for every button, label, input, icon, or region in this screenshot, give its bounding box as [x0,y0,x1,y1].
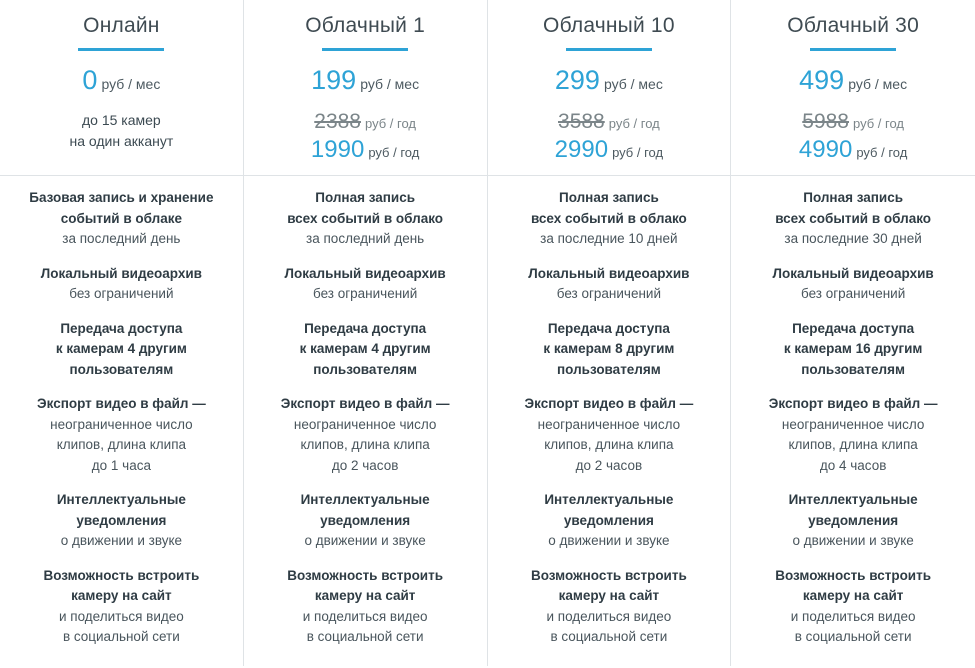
feature-item [252,319,479,381]
feature-line: Интеллектуальные [300,492,430,508]
yearly-price-new-unit: руб / год [856,145,908,160]
yearly-price-new-unit: руб / год [612,145,664,160]
feature-line: неограниченное число [537,416,681,432]
feature-item [496,188,723,250]
title-underline [78,48,164,51]
title-underline [566,48,652,51]
yearly-price-old [498,110,721,134]
plan-title: Облачный 30 [787,14,919,37]
feature-line: клипов, длина клипа [300,437,430,453]
feature-line: и поделиться видео [302,608,428,624]
pricing-plan-column [488,0,732,666]
feature-line: клипов, длина клипа [544,437,674,453]
feature-line: клипов, длина клипа [788,437,918,453]
feature-line: камеру на сайт [71,588,172,604]
feature-line: в социальной сети [794,629,912,645]
feature-line: Локальный видеоархив [40,265,202,281]
feature-line: Полная запись [803,190,904,205]
feature-line: Интеллектуальные [544,492,674,508]
pricing-plan-column [0,0,244,666]
plan-title: Онлайн [83,14,160,37]
feature-line: без ограничений [556,286,661,302]
feature-line: о движении и звуке [792,533,914,549]
yearly-price-old-amount: 2388 [314,110,361,133]
monthly-price [498,65,721,96]
feature-item [496,264,723,305]
plan-note-line: до 15 камер [82,112,161,128]
feature-line: неограниченное число [781,416,925,432]
feature-line: Возможность встроить [43,567,200,583]
feature-line: за последние 30 дней [784,231,922,247]
pricing-plan-column [244,0,488,666]
feature-line: пользователям [557,361,661,377]
plan-note-line: на один акканут [69,133,174,149]
feature-line: без ограничений [800,286,906,302]
feature-item [739,566,967,648]
yearly-price-new-amount: 1990 [310,136,365,163]
monthly-price [10,65,233,96]
feature-line: уведомления [808,512,899,528]
feature-line: о движении и звуке [60,533,183,549]
yearly-price-new [741,136,965,164]
title-underline [810,48,896,51]
monthly-price-amount: 199 [311,65,357,95]
feature-line: и поделиться видео [790,608,916,624]
yearly-price-new-amount: 2990 [554,136,609,163]
plan-header [0,0,243,176]
feature-line: к камерам 16 другим [783,341,923,357]
feature-item [252,394,479,476]
feature-line: к камерам 4 другим [299,341,431,357]
feature-line: Базовая запись и хранение [29,190,214,205]
feature-line: событий в облаке [60,210,182,226]
feature-list [244,176,487,668]
feature-line: до 1 часа [91,457,151,473]
title-underline [322,48,408,51]
feature-line: камеру на сайт [558,588,660,604]
feature-line: до 2 часов [575,457,643,473]
feature-item [252,490,479,552]
feature-line: Локальный видеоархив [772,265,934,281]
feature-line: уведомления [76,512,167,528]
feature-line: уведомления [320,512,411,528]
feature-item [8,188,235,250]
feature-line: Передача доступа [304,320,427,336]
feature-item [496,566,723,648]
feature-item [252,188,479,250]
monthly-price-unit: руб / мес [848,76,908,92]
feature-line: до 2 часов [331,457,399,473]
feature-line: в социальной сети [62,629,180,645]
feature-list [488,176,731,668]
feature-line: до 4 часов [819,457,887,473]
feature-line: к камерам 4 другим [55,341,187,357]
feature-line: Локальный видеоархив [528,265,690,281]
feature-line: за последний день [306,231,425,247]
monthly-price-amount: 0 [82,65,98,95]
feature-line: Экспорт видео в файл — [524,396,694,412]
feature-item [252,264,479,305]
feature-line: и поделиться видео [546,608,672,624]
feature-list [731,176,975,668]
feature-line: о движении и звуке [548,533,670,549]
feature-line: уведомления [563,512,654,528]
feature-line: Интеллектуальные [56,492,186,508]
feature-item [739,264,967,305]
feature-item [739,490,967,552]
yearly-price-new [254,136,477,164]
feature-line: Возможность встроить [775,567,932,583]
feature-line: камеру на сайт [802,588,904,604]
pricing-plan-column [731,0,975,666]
feature-line: Передача доступа [547,320,670,336]
feature-line: пользователям [801,361,905,377]
feature-line: Локальный видеоархив [284,265,446,281]
feature-item [252,566,479,648]
yearly-price-new-unit: руб / год [368,145,420,160]
feature-line: неограниченное число [293,416,437,432]
monthly-price-unit: руб / мес [603,76,663,92]
feature-line: Передача доступа [60,320,183,336]
monthly-price-unit: руб / мес [360,76,420,92]
feature-item [8,394,235,476]
feature-line: камеру на сайт [314,588,416,604]
plan-title: Облачный 1 [305,14,426,37]
feature-line: Возможность встроить [287,567,444,583]
feature-item [739,394,967,476]
monthly-price [741,65,965,96]
feature-line: Полная запись [558,190,659,205]
feature-line: Интеллектуальные [788,492,918,508]
feature-item [739,319,967,381]
feature-line: без ограничений [312,286,418,302]
feature-item [496,490,723,552]
yearly-price-old [254,110,477,134]
feature-line: в социальной сети [306,629,424,645]
yearly-price-new-amount: 4990 [798,136,853,163]
feature-line: о движении и звуке [304,533,426,549]
feature-line: в социальной сети [550,629,668,645]
feature-list [0,176,243,668]
monthly-price [254,65,477,96]
feature-item [8,490,235,552]
feature-line: Экспорт видео в файл — [37,396,206,412]
yearly-price-new [498,136,721,164]
feature-line: за последний день [62,231,181,247]
feature-line: Полная запись [315,190,416,205]
feature-line: клипов, длина клипа [56,437,187,453]
plan-header [731,0,975,176]
feature-line: к камерам 8 другим [543,341,675,357]
yearly-price-old-amount: 3588 [558,110,605,133]
plan-title: Облачный 10 [543,14,675,37]
feature-line: пользователям [69,361,174,377]
feature-item [739,188,967,250]
yearly-price-old-unit: руб / год [608,116,660,131]
plan-header [488,0,731,176]
yearly-price-old-amount: 5988 [802,110,849,133]
feature-line: Передача доступа [792,320,915,336]
feature-line: без ограничений [69,286,174,302]
feature-item [496,394,723,476]
yearly-price-old-unit: руб / год [364,116,416,131]
feature-line: Экспорт видео в файл — [280,396,450,412]
plan-header [244,0,487,176]
feature-line: всех событий в облако [775,210,932,226]
feature-item [8,566,235,648]
plan-note [10,110,233,152]
yearly-price-old [741,110,965,134]
feature-line: пользователям [313,361,417,377]
feature-item [8,319,235,381]
feature-item [8,264,235,305]
feature-line: всех событий в облако [287,210,444,226]
feature-line: за последние 10 дней [540,231,678,247]
feature-line: всех событий в облако [530,210,687,226]
feature-line: неограниченное число [50,416,193,432]
yearly-price-old-unit: руб / год [852,116,904,131]
feature-line: Экспорт видео в файл — [768,396,938,412]
feature-line: и поделиться видео [58,608,184,624]
feature-item [496,319,723,381]
monthly-price-amount: 299 [554,65,600,95]
monthly-price-unit: руб / мес [101,76,161,92]
monthly-price-amount: 499 [799,65,845,95]
feature-line: Возможность встроить [530,567,687,583]
